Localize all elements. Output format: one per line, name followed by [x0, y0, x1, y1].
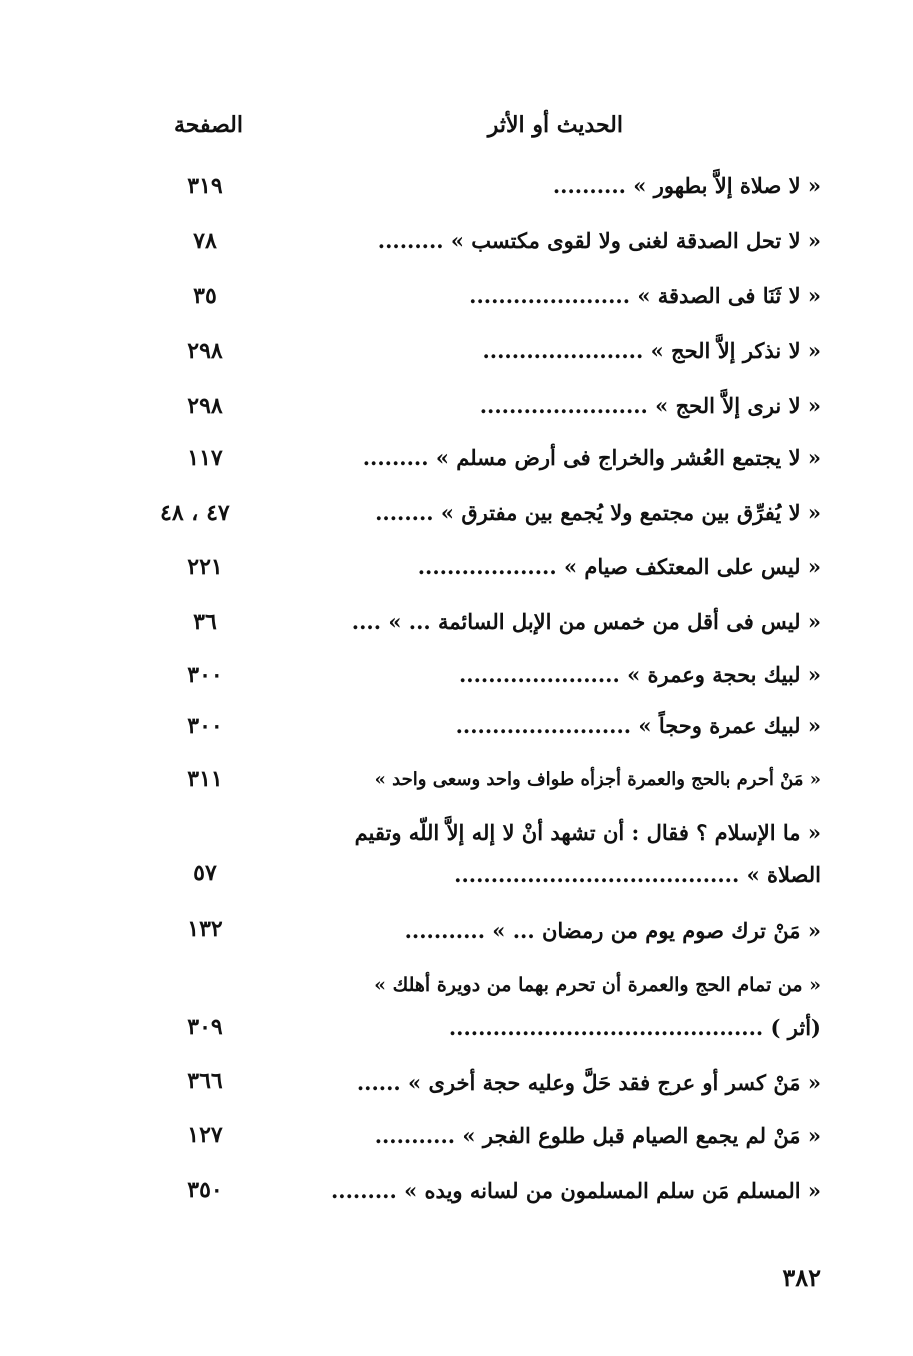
entry-text: « مَنْ أحرم بالحج والعمرة أجزأه طواف واحد وسعى واحد » — [374, 769, 821, 790]
entry-page-number: ٣١٩ — [187, 173, 223, 199]
entry-page-number: ٣٦ — [193, 609, 217, 635]
entry-text: « ليس فى أقل من خمس من الإبل السائمة ... » .... — [351, 609, 821, 634]
entry-page-number: ٣٦٦ — [187, 1068, 223, 1094]
entry-text: « لا صلاة إلاَّ بطهور » .......... — [552, 173, 821, 198]
entry-text: « لا نذكر إلاَّ الحج » ...................... — [482, 338, 821, 363]
entry-text: « ما الإسلام ؟ فقال : أن تشهد أنْ لا إله إلاَّ اللّه وتقيم — [354, 820, 821, 845]
entry-page-number: ٣٠٩ — [187, 1014, 223, 1040]
entry-page-number: ٣٠٠ — [187, 713, 223, 739]
entry-text: « لا نرى إلاَّ الحج » ....................... — [479, 393, 821, 418]
entry-text: « المسلم مَن سلم المسلمون من لسانه ويده » ......... — [331, 1178, 821, 1203]
entry-text: « مَنْ ترك صوم يوم من رمضان ... » ........... — [404, 918, 821, 943]
entry-page-number: ٣٠٠ — [187, 662, 223, 688]
entry-text: « لا تحل الصدقة لغنى ولا لقوى مكتسب » ......... — [377, 228, 821, 253]
entry-page-number: ٥٧ — [193, 860, 217, 886]
entry-page-number: ٣٥٠ — [187, 1177, 223, 1203]
entry-page-number: ٤٧ ، ٤٨ — [160, 500, 230, 526]
entry-text: « ليس على المعتكف صيام » ................... — [417, 554, 821, 579]
entry-page-number: ٢٩٨ — [187, 393, 223, 419]
entry-page-number: ٢٩٨ — [187, 338, 223, 364]
entry-text: « مَنْ لم يجمع الصيام قبل طلوع الفجر » ........... — [374, 1123, 821, 1148]
entry-text: « لبيك عمرة وحجاً » ........................ — [455, 713, 821, 738]
entry-text: « لا يجتمع العُشر والخراج فى أرض مسلم » ......... — [362, 445, 821, 470]
entry-text: « من تمام الحج والعمرة أن تحرم بهما من دويرة أهلك » — [374, 974, 821, 996]
entry-page-number: ٢٢١ — [187, 554, 223, 580]
entry-page-number: ١٣٢ — [187, 916, 223, 942]
entry-continuation: الصلاة » ....................................... — [454, 862, 821, 887]
column-header-hadith: الحديث أو الأثر — [487, 112, 623, 138]
entry-text: « لا يُفرِّق بين مجتمع ولا يُجمع بين مفترق » ........ — [375, 500, 821, 525]
entry-page-number: ٣٥ — [193, 283, 217, 309]
entry-continuation: (أثر ) ........................................... — [448, 1015, 821, 1040]
entry-page-number: ٧٨ — [193, 228, 217, 254]
entry-page-number: ١١٧ — [187, 445, 223, 471]
entry-text: « مَنْ كسر أو عرج فقد حَلَّ وعليه حجة أخرى » ...... — [356, 1070, 821, 1095]
entry-page-number: ٣١١ — [187, 766, 223, 792]
page-number: ٣٨٢ — [782, 1263, 821, 1292]
column-header-page: الصفحة — [173, 112, 243, 138]
entry-text: « لا ثَنَا فى الصدقة » ...................... — [469, 283, 821, 308]
entry-page-number: ١٢٧ — [187, 1122, 223, 1148]
entry-text: « لبيك بحجة وعمرة » ...................... — [458, 662, 821, 687]
